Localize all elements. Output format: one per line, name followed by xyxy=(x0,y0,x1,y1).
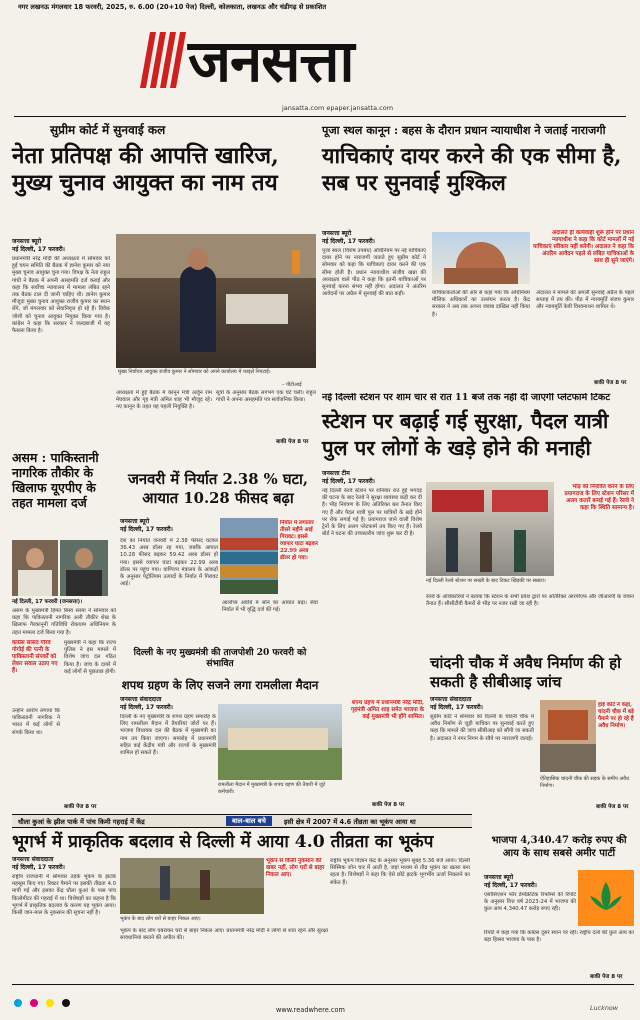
caption-story-3: नई दिल्ली रेलवे स्टेशन पर सख्ती के बाद टिकट खिड़की पर सन्नाटा। xyxy=(426,578,546,584)
continued-story-6[interactable]: बाकी पेज 8 पर xyxy=(372,802,405,808)
footer-city: Lucknow xyxy=(590,1004,619,1012)
continued-story-7[interactable]: बाकी पेज 8 पर xyxy=(596,804,629,810)
photo-railway-station xyxy=(426,482,554,576)
photo-ramlila-maidan xyxy=(218,704,342,780)
sidebox-story-6: शपथ ग्रहण में प्रधानमंत्री नरेंद्र मोदी, गृहमंत्री अमित शाह समेत भाजपा के कई मुख्यमंत्री भी होंगे शामिल। xyxy=(351,700,424,720)
headline-story-7[interactable]: चांदनी चौक में अवैध निर्माण की हो सकती है सीबीआइ जांच xyxy=(430,654,622,691)
body-story-4-col2: मुख्यमंत्री ने कहा कि राज्य पुलिस ने इस मामले में विशेष जांच दल गठित किया है। जांच के दायरे में कई लोगों से पूछताछ होगी। xyxy=(64,640,116,675)
caption-story-1: मुख्य निर्वाचन आयुक्त राजीव कुमार ने सोमवार को अपने कार्यालय में फाइलें निपटाई। xyxy=(118,369,271,375)
body-story-7: सुप्रीम कोर्ट ने सोमवार को दिल्ली के चांदनी चौक में अवैध निर्माण से जुड़ी याचिका पर सुनवाई करते हुए कहा कि मामले की जांच सीबीआइ को सौंपी जा सकती है। अदालत ने नगर निगम के रवैये पर नाराजगी जताई। xyxy=(430,714,534,742)
continued-story-1[interactable]: बाकी पेज 8 पर xyxy=(276,439,309,445)
byline-story-6: जनसत्ता संवाददाता नई दिल्ली, 17 फरवरी। xyxy=(120,696,173,711)
photo-supreme-court xyxy=(432,232,530,284)
body-story-8-col3: राष्ट्रीय भूकंप विज्ञान केंद्र के अनुसार भूकंप सुबह 5.36 बजे आया। दिल्ली सिस्मिक जोन चार में आती है, जहां मध्यम से तीव्र भूकंप का खतरा बना रहता है। विशेषज्ञों ने कहा कि ऐसे छोटे झटके भूगर्भीय ऊर्जा निकलने का संकेत हैं। xyxy=(330,858,470,886)
photo-chandni-chowk xyxy=(540,700,596,772)
strip-left: धौला कुआं के झील पार्क में पांच किमी गहराई में केंद्र xyxy=(18,818,145,826)
website-link[interactable]: jansatta.com epaper.jansatta.com xyxy=(282,104,394,112)
headline-story-4[interactable]: असम : पाकिस्तानी नागरिक तौकीर के खिलाफ यूएपीए के तहत मामला दर्ज xyxy=(12,450,99,510)
body-story-9: एसोसिएशन फॉर डेमोक्रेटिक रिफॉर्म्स की रिपोर्ट के अनुसार वित्त वर्ष 2023-24 में भाजपा की कुल आय 4,340.47 करोड़ रुपए रही। xyxy=(484,892,576,913)
photo-election-commissioner xyxy=(116,234,316,368)
continued-story-2[interactable]: बाकी पेज 8 पर xyxy=(594,380,627,386)
body-story-2: पूजा स्थल (विशेष उपबंध) अधिनियम पर नई याचिकाएं दायर होने पर नाराजगी जताते हुए सुप्रीम कोर्ट ने सोमवार को कहा कि याचिकाएं दायर करने की एक सीमा होती है। प्रधान न्यायाधीश संजीव खन्ना की अध्यक्षता वाले पीठ ने कहा कि इतनी याचिकाओं पर सुनवाई करना संभव नहीं होगा। अदालत ने अंतरिम आवेदनों पर अप्रैल में सुनवाई की बात कही। xyxy=(322,248,426,298)
strip-badge: बाल-बाल बचे xyxy=(226,816,272,826)
byline-story-2: जनसत्ता ब्यूरो नई दिल्ली, 17 फरवरी। xyxy=(322,230,375,245)
earthquake-strip xyxy=(12,814,472,828)
byline-story-5: जनसत्ता ब्यूरो नई दिल्ली, 17 फरवरी। xyxy=(120,518,173,533)
masthead xyxy=(0,0,640,120)
body-story-6: दिल्ली के नए मुख्यमंत्री के शपथ ग्रहण समारोह के लिए रामलीला मैदान में तैयारियां जोरों पर हैं। भाजपा विधायक दल की बैठक में मुख्यमंत्री का नाम तय किया जाएगा। समारोह में प्रधानमंत्री सहित कई केंद्रीय मंत्री और राज्यों के मुख्यमंत्री शामिल हो सकते हैं। xyxy=(120,714,216,757)
logo-mark-icon xyxy=(140,32,186,88)
sidebox-story-8: भूकंप से किसी नुकसान की खबर नहीं, लोग घरों से बाहर निकल आए। xyxy=(266,858,325,878)
pullquote-story-4: कांग्रेस सांसद गौरव गोगोई की पत्नी के पाकिस्तानी संपर्कों को लेकर सवाल उठाए गए हैं। xyxy=(12,640,58,674)
body-story-8-col2: भूकंप के बाद लोग घबराकर घरों से बाहर निकल आए। प्रधानमंत्री नरेंद्र मोदी ने लोगों से शांत रहने और सुरक्षा सावधानियां बरतने की अपील की। xyxy=(120,928,328,942)
headline-story-3[interactable]: स्टेशन पर बढ़ाई गई सुरक्षा, पैदल यात्री पुल पर लोगों के खड़े होने की मनाही xyxy=(322,409,609,460)
registration-marks xyxy=(14,992,134,1002)
body-story-9-col2: रिपोर्ट में कहा गया कि कांग्रेस दूसरे स्थान पर रही। राष्ट्रीय दलों की कुल आय का बड़ा हिस्सा भाजपा के पास है। xyxy=(484,930,634,944)
caption-story-6: रामलीला मैदान में मुख्यमंत्री के शपथ ग्रहण की तैयारी में जुटे कर्मचारी। xyxy=(218,782,326,795)
headline-story-6[interactable]: शपथ ग्रहण के लिए सजने लगा रामलीला मैदान xyxy=(121,678,319,692)
photo-shipping-containers xyxy=(220,518,278,594)
body-story-1: प्रधानमंत्री नरेंद्र मोदी की अध्यक्षता में सोमवार को हुई चयन समिति की बैठक में ज्ञानेश कुमार को नया मुख्य चुनाव आयुक्त चुना गया। विपक्ष के नेता राहुल गांधी ने बैठक में अपनी असहमति दर्ज कराई और कहा कि सर्वोच्च न्यायालय में मामला लंबित रहने तक बैठक टाल दी जानी चाहिए थी। ज्ञानेश कुमार मौजूदा मुख्य चुनाव आयुक्त राजीव कुमार का स्थान लेंगे, जो मंगलवार को सेवानिवृत्त हो रहे हैं। विवेक जोशी को चुनाव आयुक्त नियुक्त किया गया है। कांग्रेस ने कहा कि सरकार ने जल्दबाजी में यह फैसला किया है। xyxy=(12,256,110,335)
headline-story-8[interactable]: भूगर्भ में प्राकृतिक बदलाव से दिल्ली में आया 4.0 तीव्रता का भूकंप xyxy=(12,832,434,852)
body-story-1-col3: सूत्रों के अनुसार बैठक लगभग एक घंटे चली। राहुल गांधी ने अपना असहमति पत्र सार्वजनिक किया। xyxy=(216,390,316,404)
body-story-3-col2: रेलवे के अधिकारियों ने बताया कि स्टेशन के सभी प्रवेश द्वारों पर अतिरिक्त आरपीएफ और जीआरपी के जवान तैनात हैं। सीसीटीवी कैमरों से भीड़ पर नजर रखी जा रही है। xyxy=(426,594,634,608)
body-story-4-col3: उन्होंने आरोप लगाया कि पाकिस्तानी नागरिक ने भारत में कई लोगों से संपर्क किया था। xyxy=(12,708,60,736)
byline-story-8: जनसत्ता संवाददाता नई दिल्ली, 17 फरवरी। xyxy=(12,856,65,871)
photo-assam-cm xyxy=(12,540,58,596)
credit-story-1: – पीटीआई xyxy=(282,382,302,388)
body-story-1-col2: अध्यक्षता में हुई बैठक में कानून मंत्री अर्जुन राम मेघवाल और गृह मंत्री अमित शाह भी मौजूद रहे। नए कानून के तहत यह पहली नियुक्ति है। xyxy=(116,390,212,411)
headline-story-2[interactable]: याचिकाएं दायर करने की एक सीमा है, सब पर सुनवाई मुश्किल xyxy=(322,144,622,196)
sidebox-story-7: हाई कोर्ट ने कहा, चांदनी चौक में बड़े पैमाने पर हो रहे हैं अवैध निर्माण। xyxy=(598,702,634,729)
headline-story-5[interactable]: जनवरी में निर्यात 2.38 % घटा, आयात 10.28 फीसद बढ़ा xyxy=(127,471,309,507)
body-story-2-col3: अदालत ने मामले की अगली सुनवाई अप्रैल के पहले सप्ताह में तय की। पीठ में न्यायमूर्ति संजय कुमार और न्यायमूर्ति केवी विश्वनाथन शामिल थे। xyxy=(536,290,634,311)
byline-story-7: जनसत्ता संवाददाता नई दिल्ली, 17 फरवरी। xyxy=(430,696,483,711)
masthead-meta: नगर लखनऊ मंगलवार 18 फरवरी, 2025, रु. 6.00 (20+10 पेज) दिल्ली, कोलकाता, लखनऊ और चंडीगढ़ से प्रकाशित xyxy=(18,3,327,11)
caption-story-8: भूकंप के बाद लोग घरों से बाहर निकल आए। xyxy=(120,916,201,922)
body-story-2-col2: याचिकाकर्ताओं की ओर से कहा गया कि अधिनियम मौलिक अधिकारों का उल्लंघन करता है। केंद्र सरकार ने अब तक अपना जवाब दाखिल नहीं किया है। xyxy=(432,290,530,318)
body-story-3: नई दिल्ली रेलवे स्टेशन पर शनिवार रात हुई भगदड़ की घटना के बाद रेलवे ने सुरक्षा व्यवस्था कड़ी कर दी है। भीड़ नियंत्रण के लिए अतिरिक्त बल तैनात किए गए हैं और पैदल यात्री पुल पर यात्रियों के खड़े होने पर रोक लगाई गई है। प्रयागराज जाने वाली विशेष ट्रेनों के लिए अलग प्लेटफार्म तय किए गए हैं। रेलवे बोर्ड ने घटना की उच्चस्तरीय जांच शुरू कर दी है। xyxy=(322,488,422,538)
photo-bjp-logo xyxy=(578,870,634,926)
byline-story-9: जनसत्ता ब्यूरो नई दिल्ली, 17 फरवरी। xyxy=(484,874,537,889)
kicker-places-of-worship: पूजा स्थल कानून : बहस के दौरान प्रधान न्यायाधीश ने जताई नाराजगी xyxy=(322,123,606,137)
body-story-5-col2: आलोच्य अवधि में सोने का आयात बढ़ा। सेवा निर्यात में भी वृद्धि दर्ज की गई। xyxy=(222,600,318,614)
lotus-icon xyxy=(578,870,634,926)
body-story-8: राष्ट्रीय राजधानी में सोमवार तड़के भूकंप के झटके महसूस किए गए। रिक्टर पैमाने पर इसकी तीव्रता 4.0 मापी गई और इसका केंद्र धौला कुआं के पास पांच किलोमीटर की गहराई में था। विशेषज्ञों का कहना है कि भूगर्भ में प्राकृतिक बदलाव के कारण यह भूकंप आया। किसी जान-माल के नुकसान की सूचना नहीं है। xyxy=(12,874,116,917)
masthead-logo: जनसत्ता xyxy=(188,27,354,95)
topline-story-6: दिल्ली के नए मुख्यमंत्री की ताजपोशी 20 फरवरी को संभावित xyxy=(133,648,307,669)
body-story-5: देश का निर्यात जनवरी में 2.38 फीसद घटकर 36.43 अरब डॉलर रह गया, जबकि आयात 10.28 फीसद बढ़कर 59.42 अरब डॉलर हो गया। इससे व्यापार घाटा बढ़कर 22.99 अरब डॉलर पर पहुंच गया। वाणिज्य मंत्रालय के आंकड़ों के अनुसार पेट्रोलियम उत्पादों के निर्यात में गिरावट आई। xyxy=(120,538,218,588)
sidebox-story-2: अदालत ही कार्यवाही शुरू होने पर प्रधान न्यायाधीश ने कहा कि कोर्ट मामलों में नई याचिकाएं स्वीकार नहीं करेगी। अदालत ने कहा कि अंतरिम आवेदन पहले से लंबित याचिकाओं के साथ ही सुने जाएंगे। xyxy=(533,230,634,264)
byline-story-1: जनसत्ता ब्यूरो नई दिल्ली, 17 फरवरी। xyxy=(12,238,65,253)
byline-story-4: नई दिल्ली, 17 फरवरी (जनसत्ता)। xyxy=(12,599,83,605)
photo-earthquake xyxy=(120,858,264,914)
footer-url[interactable]: www.readwhere.com xyxy=(276,1006,345,1014)
headline-story-9[interactable]: भाजपा 4,340.47 करोड़ रुपए की आय के साथ सबसे अमीर पार्टी xyxy=(491,835,627,859)
continued-story-9[interactable]: बाकी पेज 8 पर xyxy=(590,974,623,980)
body-story-4: असम के मुख्यमंत्री हिमंत बिस्व सरमा ने सोमवार को कहा कि पाकिस्तानी नागरिक अली तौकीर शेख के खिलाफ गैरकानूनी गतिविधि रोकथाम अधिनियम के तहत मामला दर्ज किया गया है। xyxy=(12,608,116,636)
strip-right: इसी क्षेत्र में 2007 में 4.6 तीव्रता का भूकंप आया था xyxy=(284,818,416,826)
topline-story-3: नई दिल्ली स्टेशन पर शाम चार से रात 11 बजे तक नहीं दी जाएगी प्लेटफार्म टिकट xyxy=(322,393,611,403)
caption-story-7: ऐतिहासिक चांदनी चौक की सड़क के समीप अवैध निर्माण। xyxy=(540,776,630,789)
sidebox-story-3: भीड़ को नियंत्रित करने के लिए प्रयागराज के लिए स्टेशन परिसर में अलग कतारें बनाई गई हैं। रेलवे ने कहा कि स्थिति सामान्य है। xyxy=(564,484,634,511)
kicker-supreme-court: सुप्रीम कोर्ट में सुनवाई कल xyxy=(50,123,166,137)
sidebox-story-5: निर्यात में लगातार तीसरे महीने आई गिरावट। इससे व्यापार घाटा बढ़कर 22.99 अरब डॉलर हो गया। xyxy=(280,520,318,561)
photo-gaurav-gogoi xyxy=(60,540,108,596)
headline-story-1[interactable]: नेता प्रतिपक्ष की आपत्ति खारिज, मुख्य चुनाव आयुक्त का नाम तय xyxy=(12,143,279,196)
continued-story-4[interactable]: बाकी पेज 8 पर xyxy=(64,804,97,810)
byline-story-3: जनसत्ता टीम नई दिल्ली, 17 फरवरी। xyxy=(322,470,375,485)
